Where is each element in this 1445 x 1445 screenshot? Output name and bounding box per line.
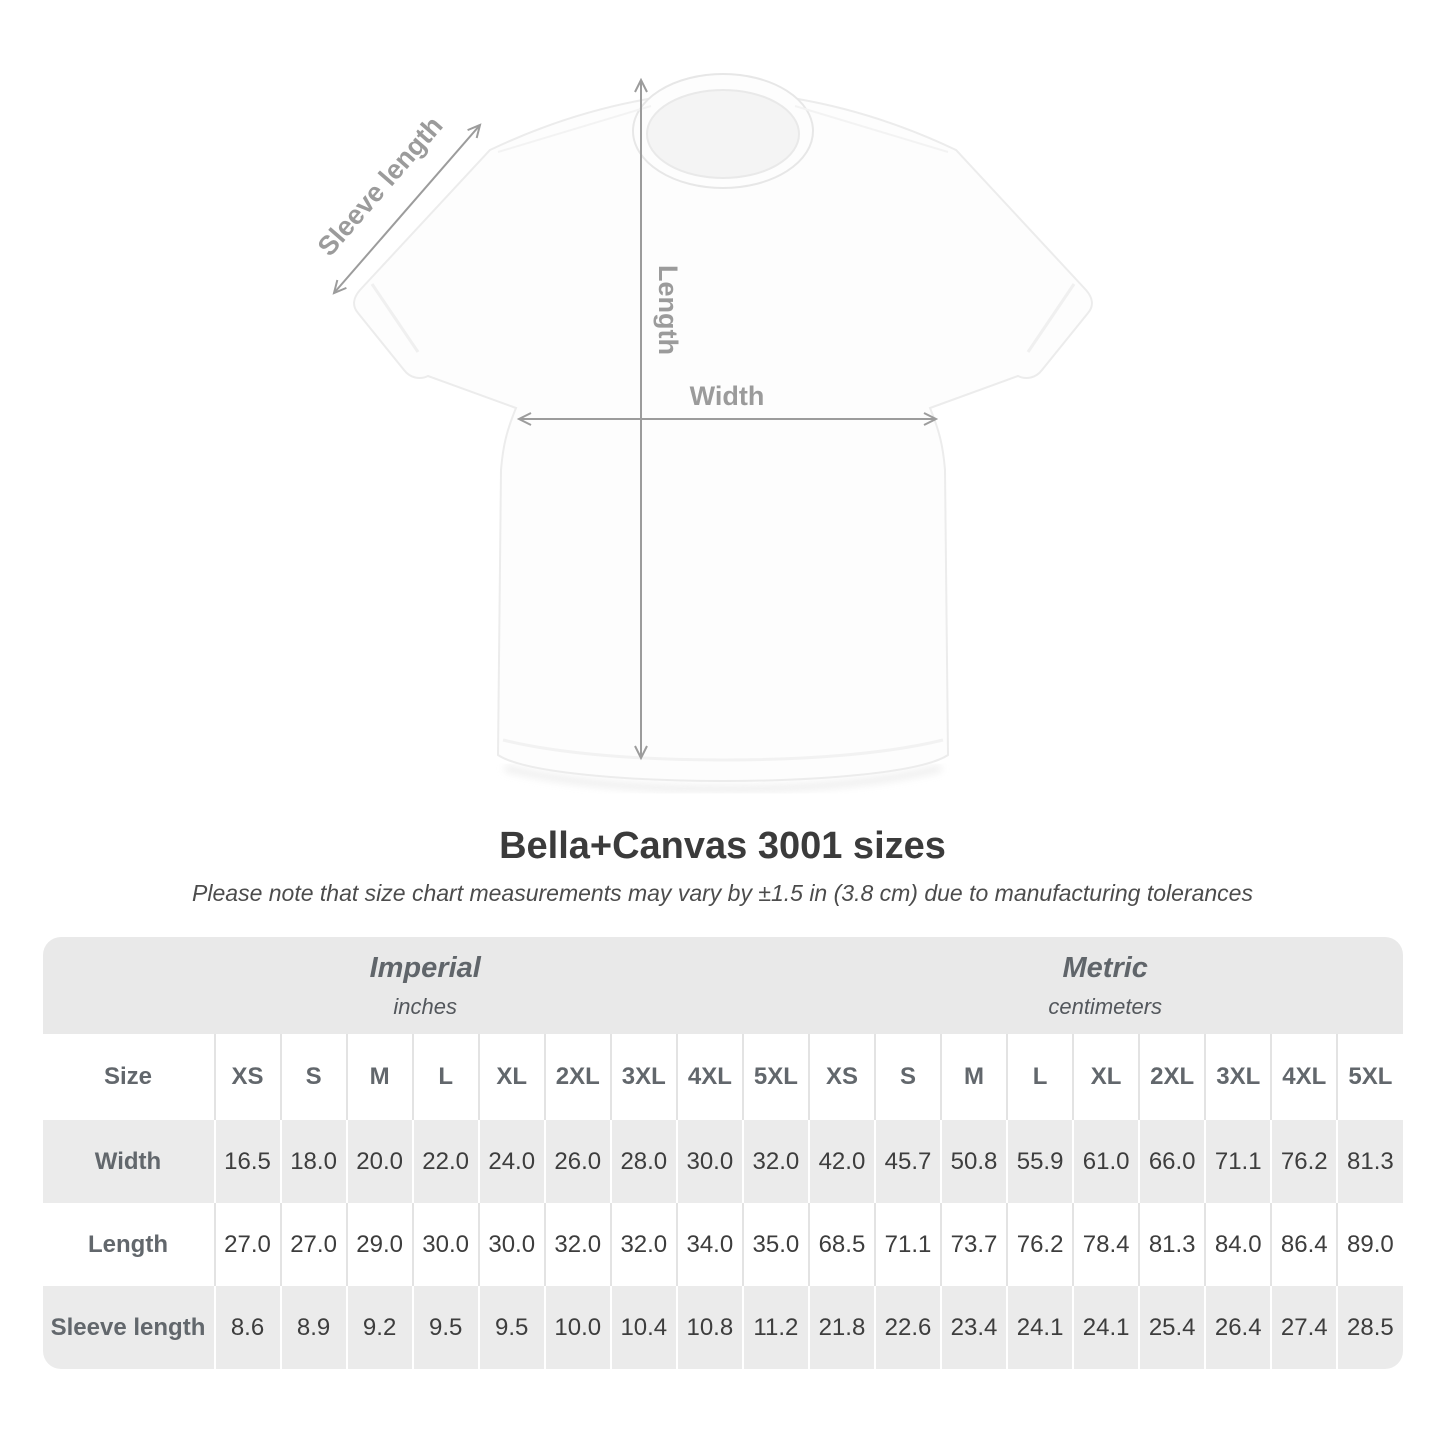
measurement-value-cell: 76.2 <box>1006 1203 1072 1286</box>
measurement-row <box>43 1203 1403 1286</box>
size-header-cell: 2XL <box>544 1034 610 1120</box>
tshirt-image <box>354 74 1092 789</box>
size-header-cell: XL <box>478 1034 544 1120</box>
size-table <box>43 937 1403 1369</box>
measurement-value-cell: 50.8 <box>940 1120 1006 1203</box>
measurement-value-cell: 9.5 <box>412 1286 478 1369</box>
measurement-row <box>43 1286 1403 1369</box>
unit-group-row <box>43 937 1403 1034</box>
measurement-row <box>43 1120 1403 1203</box>
size-header-cell: M <box>940 1034 1006 1120</box>
size-header-cell: 2XL <box>1138 1034 1204 1120</box>
measurement-value-cell: 23.4 <box>940 1286 1006 1369</box>
measurement-row-label: Length <box>43 1203 214 1286</box>
page-title: Bella+Canvas 3001 sizes <box>499 825 946 867</box>
size-header-cell: 5XL <box>742 1034 808 1120</box>
measurement-value-cell: 26.4 <box>1204 1286 1270 1369</box>
unit-group-header <box>808 937 1403 1034</box>
measurement-value-cell: 86.4 <box>1270 1203 1336 1286</box>
measurement-value-cell: 81.3 <box>1336 1120 1402 1203</box>
measurement-value-cell: 30.0 <box>478 1203 544 1286</box>
size-header-cell: XS <box>808 1034 874 1120</box>
unit-group-unit: centimeters <box>1048 993 1163 1019</box>
size-header-cell: 4XL <box>1270 1034 1336 1120</box>
size-header-cell: L <box>1006 1034 1072 1120</box>
measurement-value-cell: 28.0 <box>610 1120 676 1203</box>
size-table-container <box>43 937 1403 1369</box>
measurement-value-cell: 16.5 <box>214 1120 280 1203</box>
measurement-row-label: Width <box>43 1120 214 1203</box>
measurement-value-cell: 55.9 <box>1006 1120 1072 1203</box>
measurement-value-cell: 20.0 <box>346 1120 412 1203</box>
measurement-value-cell: 27.0 <box>214 1203 280 1286</box>
measurement-value-cell: 9.5 <box>478 1286 544 1369</box>
size-header-cell: L <box>412 1034 478 1120</box>
size-header-cell: 3XL <box>1204 1034 1270 1120</box>
measurement-value-cell: 45.7 <box>874 1120 940 1203</box>
measurement-value-cell: 71.1 <box>874 1203 940 1286</box>
unit-group-unit: inches <box>393 993 457 1019</box>
measurement-value-cell: 84.0 <box>1204 1203 1270 1286</box>
unit-group-label: Imperial <box>369 951 481 984</box>
size-header-cell: M <box>346 1034 412 1120</box>
size-column-header: Size <box>43 1034 214 1120</box>
size-header-cell: S <box>280 1034 346 1120</box>
measurement-value-cell: 27.4 <box>1270 1286 1336 1369</box>
measurement-value-cell: 32.0 <box>544 1203 610 1286</box>
measurement-value-cell: 18.0 <box>280 1120 346 1203</box>
measurement-value-cell: 24.0 <box>478 1120 544 1203</box>
measurement-value-cell: 8.6 <box>214 1286 280 1369</box>
measurement-value-cell: 24.1 <box>1006 1286 1072 1369</box>
measurement-value-cell: 29.0 <box>346 1203 412 1286</box>
size-header-cell: S <box>874 1034 940 1120</box>
measurement-value-cell: 35.0 <box>742 1203 808 1286</box>
measurement-value-cell: 28.5 <box>1336 1286 1402 1369</box>
measurement-value-cell: 71.1 <box>1204 1120 1270 1203</box>
measurement-value-cell: 27.0 <box>280 1203 346 1286</box>
measurement-value-cell: 68.5 <box>808 1203 874 1286</box>
measurement-value-cell: 32.0 <box>610 1203 676 1286</box>
size-header-cell: XL <box>1072 1034 1138 1120</box>
measurement-value-cell: 61.0 <box>1072 1120 1138 1203</box>
measurement-value-cell: 9.2 <box>346 1286 412 1369</box>
measurement-value-cell: 8.9 <box>280 1286 346 1369</box>
measurement-value-cell: 11.2 <box>742 1286 808 1369</box>
length-label: Length <box>653 265 683 355</box>
measurement-row-label: Sleeve length <box>43 1286 214 1369</box>
measurement-value-cell: 32.0 <box>742 1120 808 1203</box>
measurement-value-cell: 73.7 <box>940 1203 1006 1286</box>
measurement-value-cell: 10.0 <box>544 1286 610 1369</box>
measurement-value-cell: 10.4 <box>610 1286 676 1369</box>
measurement-value-cell: 34.0 <box>676 1203 742 1286</box>
measurement-value-cell: 24.1 <box>1072 1286 1138 1369</box>
unit-group-header <box>43 937 808 1034</box>
measurement-value-cell: 21.8 <box>808 1286 874 1369</box>
tolerance-note: Please note that size chart measurements may vary by ±1.5 in (3.8 cm) due to manufacturing tolerances <box>192 879 1253 906</box>
sleeve-length-label: Sleeve length <box>311 110 449 262</box>
size-header-cell: XS <box>214 1034 280 1120</box>
size-header-cell: 4XL <box>676 1034 742 1120</box>
measurement-value-cell: 81.3 <box>1138 1203 1204 1286</box>
measurement-value-cell: 22.6 <box>874 1286 940 1369</box>
measurement-value-cell: 25.4 <box>1138 1286 1204 1369</box>
measurement-value-cell: 89.0 <box>1336 1203 1402 1286</box>
unit-group-label: Metric <box>1062 951 1148 984</box>
size-header-cell: 3XL <box>610 1034 676 1120</box>
measurement-value-cell: 30.0 <box>412 1203 478 1286</box>
measurement-value-cell: 10.8 <box>676 1286 742 1369</box>
size-header-cell: 5XL <box>1336 1034 1402 1120</box>
measurement-value-cell: 30.0 <box>676 1120 742 1203</box>
size-header-row <box>43 1034 1403 1120</box>
measurement-value-cell: 76.2 <box>1270 1120 1336 1203</box>
measurement-value-cell: 78.4 <box>1072 1203 1138 1286</box>
measurement-value-cell: 66.0 <box>1138 1120 1204 1203</box>
measurement-value-cell: 26.0 <box>544 1120 610 1203</box>
measurement-value-cell: 42.0 <box>808 1120 874 1203</box>
measurement-value-cell: 22.0 <box>412 1120 478 1203</box>
width-label: Width <box>689 381 765 411</box>
